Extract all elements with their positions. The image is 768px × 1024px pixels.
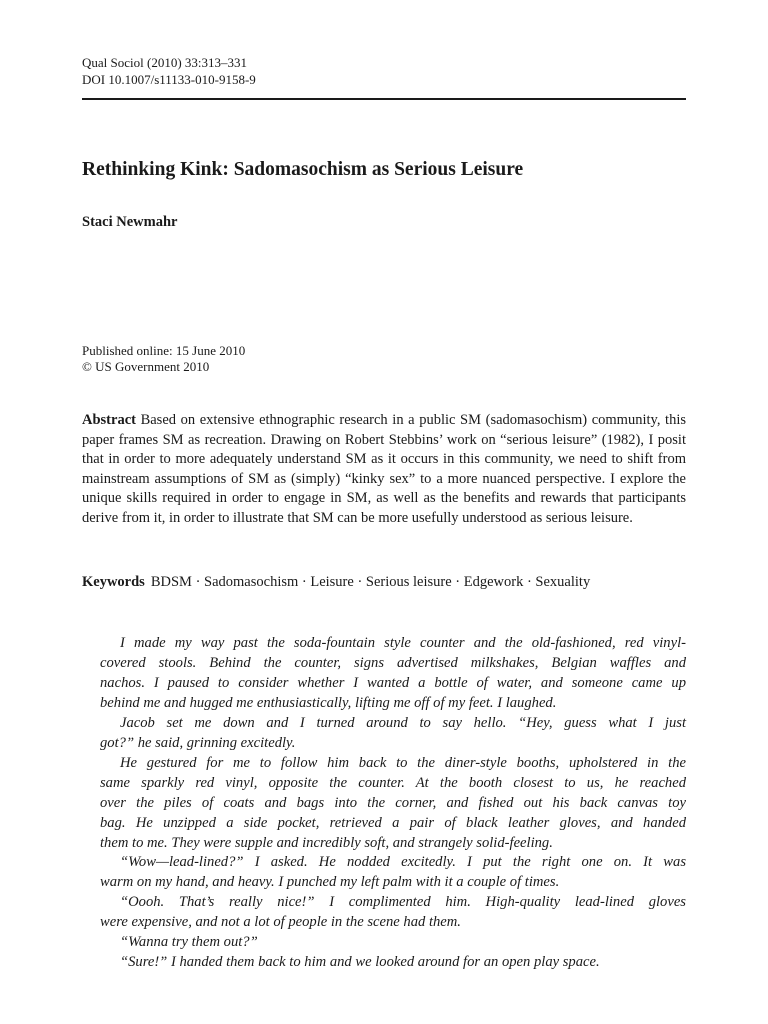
journal-header [82, 54, 256, 88]
header-rule [82, 98, 686, 100]
keywords-list: BDSM · Sadomasochism · Leisure · Serious leisure · Edgework · Sexuality [150, 574, 591, 590]
narrative-line: nachos. I paused to consider whether I wanted a bottle of water, and someone came up [100, 674, 686, 691]
abstract [82, 411, 686, 529]
narrative-line: got?” he said, grinning excitedly. [100, 734, 296, 751]
journal-doi: DOI 10.1007/s11133-010-9158-9 [82, 72, 256, 87]
narrative-excerpt [100, 634, 686, 973]
narrative-line: bag. He unzipped a side pocket, retrieved a pair of black leather gloves, and handed [100, 814, 686, 831]
narrative-line: over the piles of coats and bags into the corner, and fished out his back canvas toy [100, 794, 686, 811]
published-date: Published online: 15 June 2010 [82, 343, 246, 358]
abstract-text: Based on extensive ethnographic research in a public SM (sadomasochism) community, this paper frames SM as recreation. Drawing on Robert Stebbins’ work on “serious leisure” (1982), I posit that in order to more adequately understand SM as it occurs in this community, we need to shift from mainstream assumptions of SM as (simply) “kinky sex” to a more nuanced perspective. I explore the unique skills required in order to engage in SM, as well as the benefits and rewards that participants derive from it, in order to illustrate that SM can be more usefully understood as serious leisure. [82, 412, 686, 526]
abstract-label: Abstract [82, 412, 136, 428]
article-title: Rethinking Kink: Sadomasochism as Serious Leisure [82, 159, 524, 180]
narrative-line: them to me. They were supple and incredibly soft, and strangely solid-feeling. [100, 834, 553, 851]
paper-page [82, 0, 686, 1024]
narrative-line: “Sure!” I handed them back to him and we looked around for an open play space. [120, 954, 600, 971]
narrative-line: warm on my hand, and heavy. I punched my left palm with it a couple of times. [100, 874, 560, 891]
narrative-line: were expensive, and not a lot of people in the scene had them. [100, 914, 461, 931]
narrative-line: “Oooh. That’s really nice!” I complimented him. High-quality lead-lined gloves [120, 894, 686, 911]
copyright-notice: © US Government 2010 [82, 359, 210, 374]
journal-citation: Qual Sociol (2010) 33:313–331 [82, 55, 248, 70]
narrative-line: I made my way past the soda-fountain style counter and the old-fashioned, red vinyl- [120, 635, 686, 651]
keywords [82, 573, 686, 592]
narrative-line: “Wow—lead-lined?” I asked. He nodded excitedly. I put the right one on. It was [120, 854, 686, 871]
narrative-line: Jacob set me down and I turned around to say hello. “Hey, guess what I just [120, 714, 686, 731]
narrative-line: covered stools. Behind the counter, signs advertised milkshakes, Belgian waffles and [100, 654, 686, 671]
publication-info [82, 343, 245, 375]
keywords-label: Keywords [82, 574, 145, 590]
article-author: Staci Newmahr [82, 214, 178, 230]
narrative-line: behind me and hugged me enthusiastically, lifting me off of my feet. I laughed. [100, 694, 557, 711]
narrative-line: He gestured for me to follow him back to the diner-style booths, upholstered in the [120, 754, 686, 771]
narrative-line: “Wanna try them out?” [120, 934, 258, 951]
narrative-line: same sparkly red vinyl, opposite the counter. At the booth closest to us, he reached [100, 774, 686, 791]
